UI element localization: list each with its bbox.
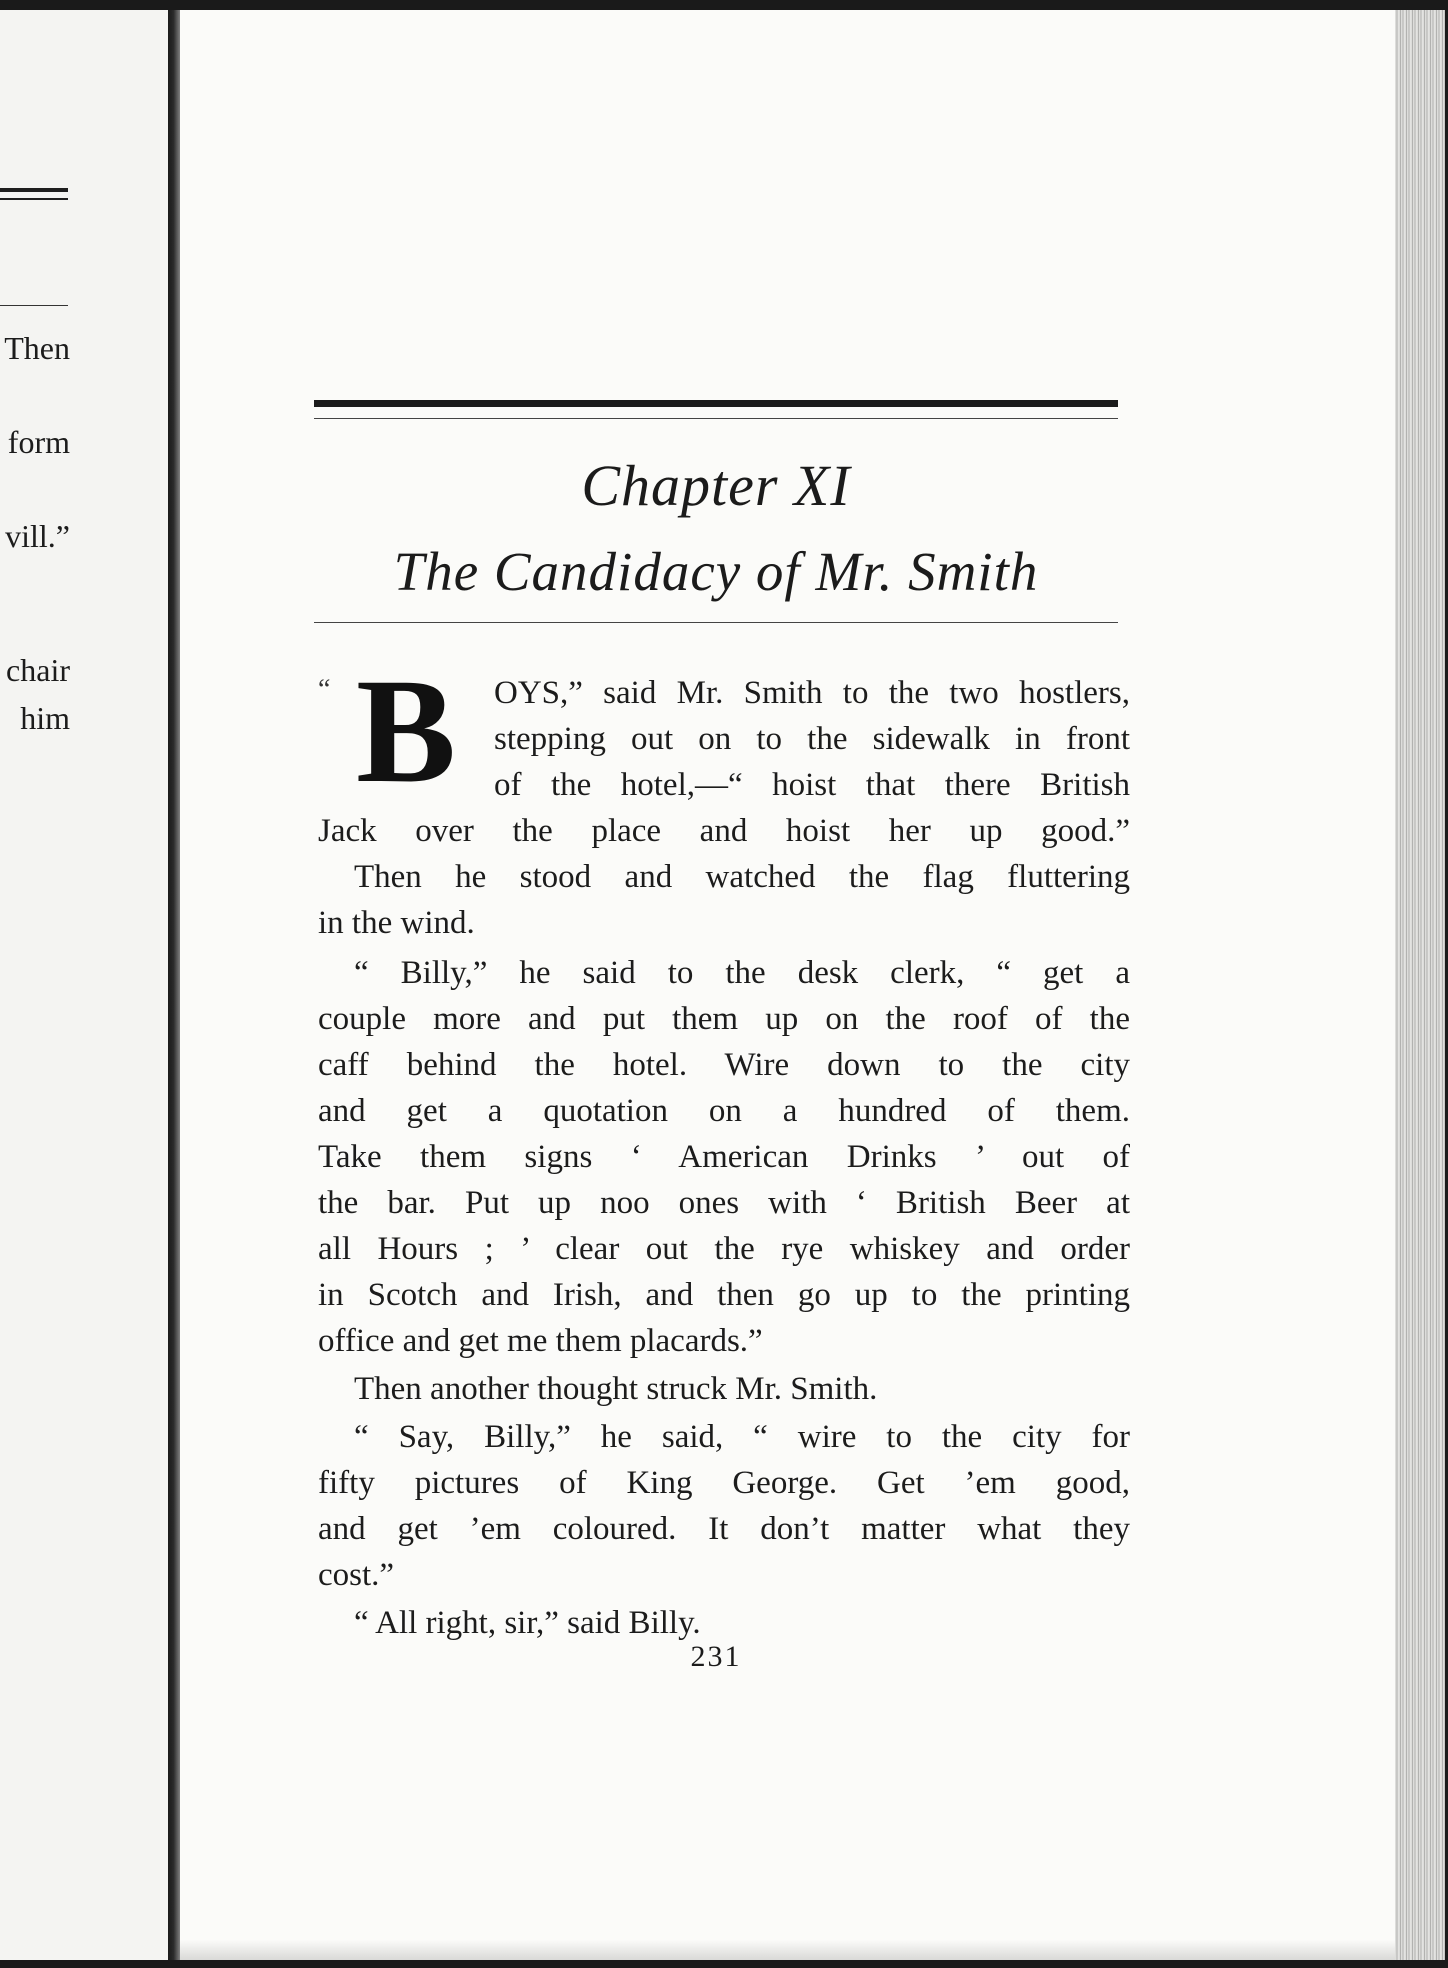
left-page <box>0 10 170 1960</box>
text-line: fifty pictures of King George. Get ’em good, <box>318 1465 1130 1501</box>
left-page-fragment: him <box>20 700 70 736</box>
left-page-rule <box>0 305 68 306</box>
chapter-rule-thick <box>314 400 1118 407</box>
text-line: couple more and put them up on the roof of the <box>318 1001 1130 1037</box>
text-line: “ All right, sir,” said Billy. <box>354 1605 701 1641</box>
text-line: of the hotel,—“ hoist that there British <box>494 767 1130 803</box>
text-line: in the wind. <box>318 905 475 941</box>
left-page-fragment: chair <box>6 652 70 688</box>
drop-cap-open-quote: “ <box>318 674 331 705</box>
text-line: OYS,” said Mr. Smith to the two hostlers, <box>494 675 1130 711</box>
chapter-number: Chapter XI <box>581 453 851 518</box>
text-line: and get ’em coloured. It don’t matter what they <box>318 1511 1130 1547</box>
page-bottom-shade <box>180 1940 1395 1960</box>
text-line: Jack over the place and hoist her up good.” <box>318 813 1130 849</box>
text-line: all Hours ; ’ clear out the rye whiskey and order <box>318 1231 1130 1267</box>
page-edge <box>1395 10 1448 1960</box>
left-page-fragment: Then <box>4 330 70 366</box>
text-line: the bar. Put up noo ones with ‘ British Beer at <box>318 1185 1130 1221</box>
text-line: Then another thought struck Mr. Smith. <box>354 1371 878 1407</box>
left-page-rule <box>0 188 68 192</box>
text-line: office and get me them placards.” <box>318 1323 763 1359</box>
text-line: in Scotch and Irish, and then go up to the printing <box>318 1277 1130 1313</box>
text-line: “ Say, Billy,” he said, “ wire to the city for <box>354 1419 1130 1455</box>
chapter-title: The Candidacy of Mr. Smith <box>393 541 1039 602</box>
text-line: stepping out on to the sidewalk in front <box>494 721 1130 757</box>
chapter-rule-thin <box>314 418 1118 419</box>
text-line: “ Billy,” he said to the desk clerk, “ get a <box>354 955 1130 991</box>
text-line: caff behind the hotel. Wire down to the city <box>318 1047 1130 1083</box>
text-line: Then he stood and watched the flag fluttering <box>354 859 1130 895</box>
page-number: 231 <box>690 1640 742 1673</box>
text-line: and get a quotation on a hundred of them. <box>318 1093 1130 1129</box>
left-page-fragment: form <box>7 424 70 460</box>
drop-cap-letter: B <box>356 648 457 814</box>
left-page-fragment: vill.” <box>5 518 70 554</box>
text-line: Take them signs ‘ American Drinks ’ out of <box>318 1139 1130 1175</box>
chapter-title-rule <box>314 622 1118 623</box>
text-line: cost.” <box>318 1557 395 1593</box>
left-page-rule <box>0 198 68 200</box>
